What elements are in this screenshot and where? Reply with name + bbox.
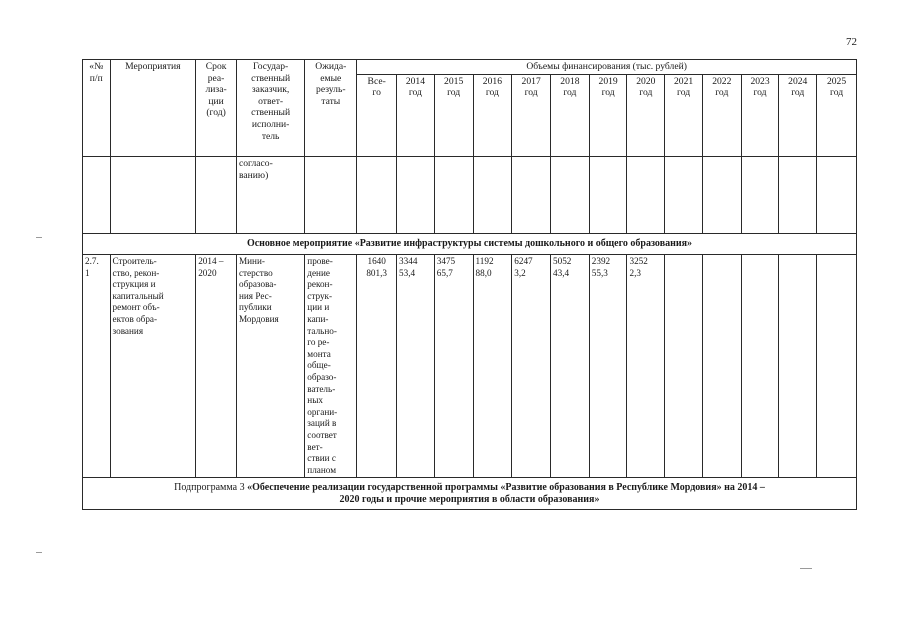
value-2014: 3344 53,4 bbox=[397, 255, 435, 478]
header-year-2022: 2022 год bbox=[702, 74, 741, 156]
value-2025 bbox=[817, 255, 857, 478]
header-year-2015: 2015 год bbox=[434, 74, 473, 156]
value-2024 bbox=[779, 255, 817, 478]
page-number: 72 bbox=[846, 36, 857, 48]
header-total: Все- го bbox=[357, 74, 397, 156]
section-sub-title: Подпрограмма 3 «Обеспечение реализации государственной программы «Развитие образования в Республике Мордовия» на 2014 – 2020 годы и прочие мероприятия в области образования» bbox=[83, 478, 857, 510]
row-customer: Мини- стерство образова- ния Рес- публики Мордовия bbox=[236, 255, 304, 478]
value-2021 bbox=[665, 255, 703, 478]
header-year-2023: 2023 год bbox=[741, 74, 779, 156]
value-total: 1640 801,3 bbox=[357, 255, 397, 478]
header-funding: Объемы финансирования (тыс. рублей) bbox=[357, 60, 857, 75]
scan-mark bbox=[36, 237, 42, 238]
row-results: прове- дение рекон- струк- ции и капи- тально- го ре- монта обще- образо- ватель- ных органи- заций в соответ вет- ствии с планом bbox=[305, 255, 357, 478]
section-main-row bbox=[83, 234, 857, 255]
row-num: 2.7. 1 bbox=[83, 255, 111, 478]
table-row bbox=[83, 255, 857, 478]
header-customer: Государ- ственный заказчик, ответ- ственный исполни- тель bbox=[236, 60, 304, 157]
carry-over-row bbox=[83, 157, 857, 234]
row-term: 2014 – 2020 bbox=[196, 255, 237, 478]
header-year-2018: 2018 год bbox=[551, 74, 590, 156]
header-activity: Мероприятия bbox=[110, 60, 196, 157]
value-2019: 2392 55,3 bbox=[589, 255, 627, 478]
scan-mark bbox=[36, 552, 42, 553]
value-2015: 3475 65,7 bbox=[434, 255, 473, 478]
header-year-2016: 2016 год bbox=[473, 74, 512, 156]
row-activity: Строитель- ство, рекон- струкция и капитальный ремонт объ- ектов обра- зования bbox=[110, 255, 196, 478]
carry-over-text: согласо- ванию) bbox=[236, 157, 304, 234]
value-2022 bbox=[702, 255, 741, 478]
value-2018: 5052 43,4 bbox=[551, 255, 590, 478]
value-2016: 1192 88,0 bbox=[473, 255, 512, 478]
header-year-2020: 2020 год bbox=[627, 74, 665, 156]
value-2017: 6247 3,2 bbox=[512, 255, 551, 478]
section-main-title: Основное мероприятие «Развитие инфраструктуры системы дошкольного и общего образования» bbox=[83, 234, 857, 255]
header-year-2025: 2025 год bbox=[817, 74, 857, 156]
header-year-2021: 2021 год bbox=[665, 74, 703, 156]
header-row-1 bbox=[83, 60, 857, 75]
program-table bbox=[82, 59, 857, 510]
header-num: «№ п/п bbox=[83, 60, 111, 157]
header-year-2017: 2017 год bbox=[512, 74, 551, 156]
header-term: Срок реа- лиза- ции (год) bbox=[196, 60, 237, 157]
value-2023 bbox=[741, 255, 779, 478]
section-sub-row bbox=[83, 478, 857, 510]
header-results: Ожида- емые резуль- таты bbox=[305, 60, 357, 157]
header-year-2024: 2024 год bbox=[779, 74, 817, 156]
value-2020: 3252 2,3 bbox=[627, 255, 665, 478]
header-year-2019: 2019 год bbox=[589, 74, 627, 156]
header-year-2014: 2014 год bbox=[397, 74, 435, 156]
scan-mark bbox=[800, 568, 812, 569]
